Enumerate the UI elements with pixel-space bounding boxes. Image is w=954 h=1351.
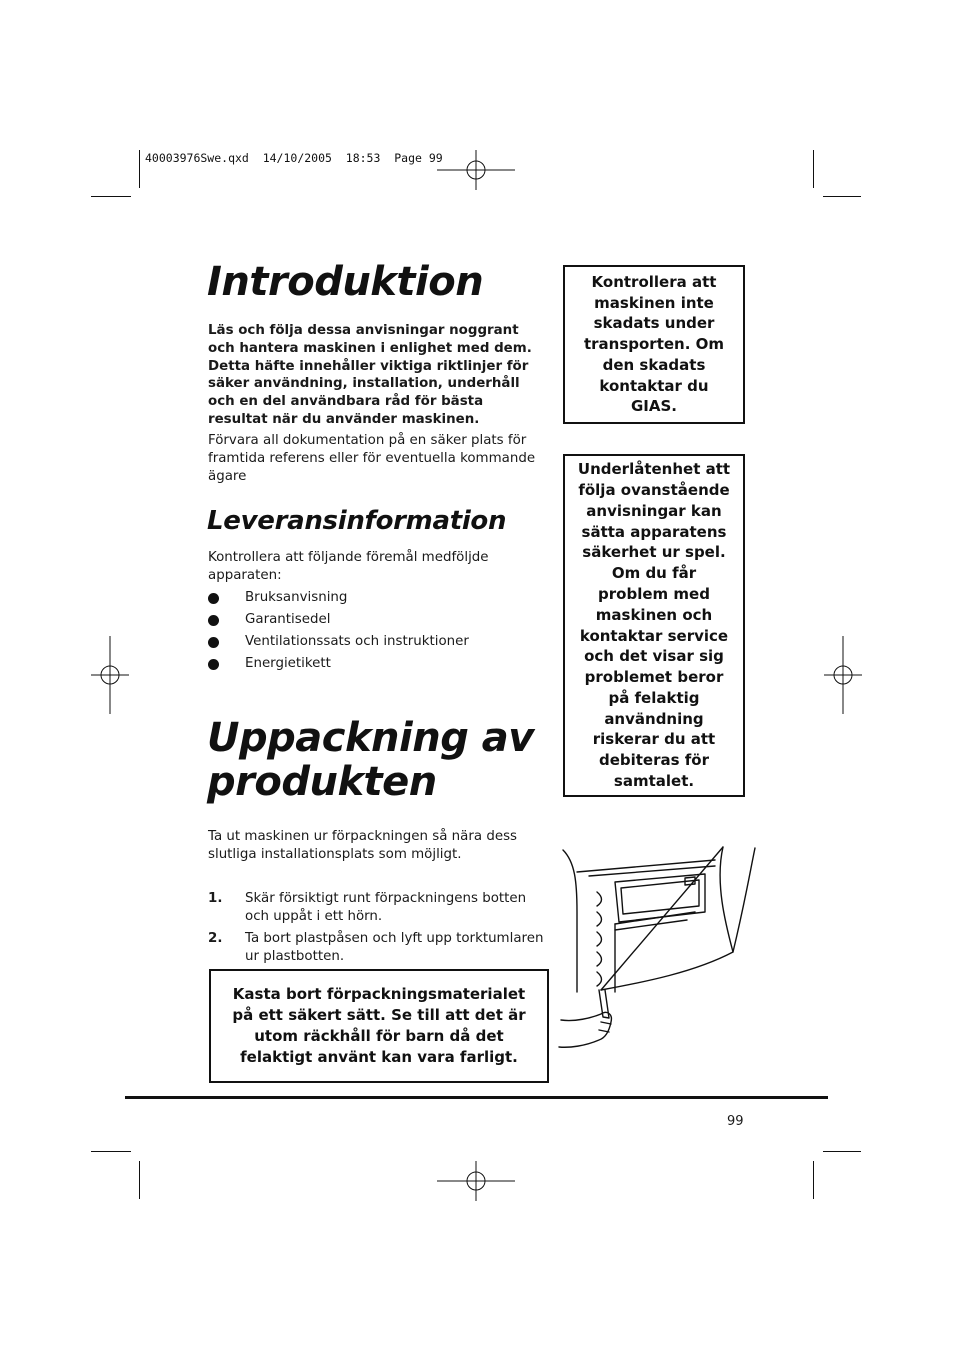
bullet-icon [208,593,219,604]
delivery-intro: Kontrollera att följande föremål medföljde apparaten: [208,550,489,583]
bullet-icon [208,637,219,648]
step-item: 2. Ta bort plastpåsen och lyft upp torktumlaren ur plastbotten. [208,931,544,964]
intro-paragraph: Förvara all dokumentation på en säker plats för framtida referens eller för eventuella kommande ägare [208,433,536,484]
page-number: 99 [727,1114,744,1129]
intro-bold-paragraph: Läs och följa dessa anvisningar noggrant och hantera maskinen i enlighet med dem. Detta häfte innehåller viktiga riktlinjer för säker användning, installation, underhåll och en del användbara råd för bästa resultat när du använder maskinen. [208,323,532,427]
delivery-title: Leveransinformation [207,506,507,536]
intro-title: Introduktion [207,259,484,305]
bullet-icon [208,615,219,626]
packaging-warning-box: Kasta bort förpackningsmaterialet på ett säkert sätt. Se till att det är utom räckhåll för barn då det felaktigt använt kan vara farligt. [209,969,549,1083]
safety-notice-box: Underlåtenhet att följa ovanstående anvisningar kan sätta apparatens säkerhet ur spel. Om du får problem med maskinen och kontaktar service och det visar sig problemet beror på felaktig användning riskerar du att debiteras för samtalet. [563,454,745,797]
unpacking-title: Uppackning av produkten [207,715,534,805]
bullet-icon [208,659,219,670]
unpacking-illustration [555,842,765,1057]
unpacking-intro: Ta ut maskinen ur förpackningen så nära dess slutliga installationsplats som möjligt. [208,829,518,862]
step-item: 1. Skär försiktigt runt förpackningens botten och uppåt i ett hörn. [208,891,527,924]
transport-damage-box: Kontrollera att maskinen inte skadats under transporten. Om den skadats kontaktar du GIAS. [563,265,745,424]
bottom-rule [125,1096,828,1099]
print-slug: 40003976Swe.qxd 14/10/2005 18:53 Page 99 [145,151,443,165]
